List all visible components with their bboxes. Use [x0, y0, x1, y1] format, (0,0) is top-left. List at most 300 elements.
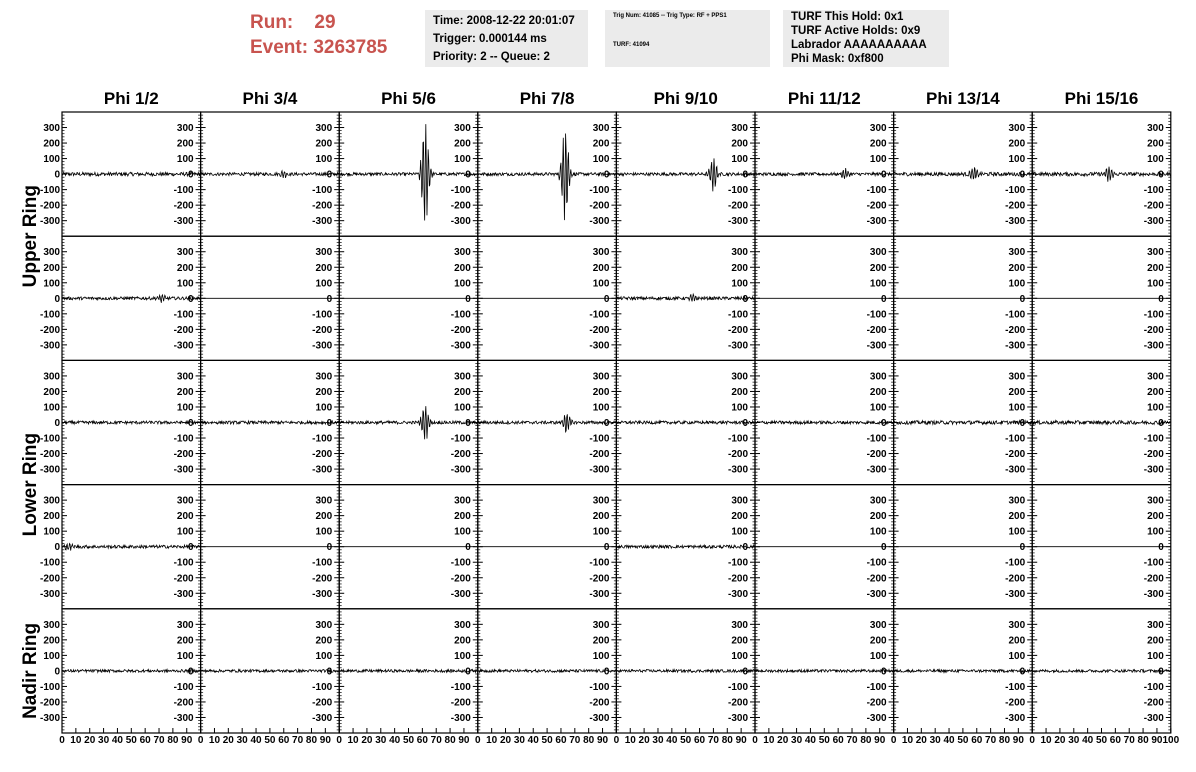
x-tick-label: 10	[486, 735, 498, 746]
y-tick-label: -200	[39, 449, 60, 461]
x-tick-label: 60	[278, 735, 290, 746]
y-tick-label: -100	[1005, 557, 1026, 569]
waveform-trace	[894, 167, 1033, 179]
x-tick-label: 20	[499, 735, 512, 746]
y-tick-label: 300	[592, 619, 610, 631]
y-tick-label: 200	[43, 138, 60, 150]
y-tick-label: 300	[592, 247, 610, 259]
x-tick-label: 60	[693, 735, 706, 746]
y-tick-label: -200	[727, 697, 748, 709]
y-tick-label: -300	[39, 588, 60, 600]
waveform-trace	[201, 171, 340, 178]
x-tick-label: 70	[985, 735, 997, 746]
run-value: 29	[314, 12, 336, 33]
y-tick-label: -200	[866, 324, 887, 336]
y-tick-label: -300	[1143, 464, 1164, 476]
x-tick-label: 70	[846, 735, 858, 746]
y-tick-label: 0	[188, 293, 194, 305]
y-tick-label: 100	[1147, 650, 1164, 662]
y-tick-label: -100	[173, 433, 194, 445]
y-tick-label: 100	[1147, 278, 1164, 290]
x-tick-label: 20	[84, 735, 96, 746]
y-tick-label: 200	[1147, 262, 1164, 274]
y-tick-label: 0	[881, 169, 887, 181]
y-tick-label: 100	[1008, 402, 1026, 414]
y-tick-label: 300	[1008, 371, 1026, 383]
y-tick-label: -100	[866, 557, 887, 569]
y-tick-label: 100	[315, 650, 333, 662]
waveform-trace	[894, 421, 1033, 425]
waveform-trace	[478, 414, 617, 432]
y-tick-label: 300	[176, 495, 194, 507]
y-tick-label: 0	[1019, 293, 1026, 305]
event-value: 3263785	[313, 37, 388, 58]
y-tick-label: 0	[1158, 666, 1164, 678]
y-tick-label: 0	[54, 169, 60, 181]
x-tick-label: 20	[638, 735, 650, 746]
y-tick-label: 100	[176, 278, 194, 290]
x-tick-label: 20	[222, 735, 234, 746]
x-tick-label: 10	[347, 735, 359, 746]
y-tick-label: -200	[727, 324, 748, 336]
y-tick-label: -100	[39, 433, 60, 445]
waveform-trace	[894, 670, 1033, 673]
y-tick-label: -100	[727, 681, 748, 693]
y-tick-label: 300	[731, 247, 748, 259]
x-tick-label: 50	[264, 735, 276, 746]
y-tick-label: 200	[869, 262, 887, 274]
x-tick-label: 10	[208, 735, 221, 746]
x-tick-label: 90	[319, 735, 331, 746]
y-tick-label: -100	[450, 309, 471, 321]
y-tick-label: 300	[1147, 619, 1164, 631]
y-tick-label: 0	[603, 418, 610, 429]
y-tick-label: 200	[176, 386, 194, 398]
x-tick-label: 0	[752, 735, 758, 746]
x-tick-label: 60	[416, 735, 428, 746]
y-tick-label: -200	[173, 697, 194, 709]
y-tick-label: 300	[1008, 123, 1026, 135]
y-tick-label: 200	[454, 262, 471, 274]
y-tick-label: -100	[866, 681, 887, 693]
y-tick-label: -300	[450, 712, 471, 724]
y-tick-label: 300	[592, 123, 610, 135]
y-tick-label: 0	[742, 169, 748, 181]
y-tick-label: -100	[589, 557, 610, 569]
y-tick-label: 100	[869, 650, 887, 662]
waveform-trace	[616, 294, 755, 301]
y-tick-label: -200	[173, 200, 194, 212]
column-title: Phi 7/8	[519, 89, 575, 108]
x-tick-label: 60	[971, 735, 983, 746]
y-tick-label: -300	[589, 216, 610, 228]
y-tick-label: -300	[312, 464, 333, 476]
x-tick-label: 50	[957, 735, 969, 746]
y-tick-label: -200	[589, 200, 610, 212]
y-tick-label: -100	[866, 185, 887, 197]
y-tick-label: -200	[589, 449, 610, 461]
y-tick-label: -300	[589, 588, 610, 600]
y-tick-label: 100	[43, 278, 60, 290]
y-tick-label: 300	[731, 371, 748, 383]
y-tick-label: -100	[1005, 433, 1026, 445]
y-tick-label: 200	[592, 511, 610, 523]
x-tick-label: 80	[721, 735, 733, 746]
y-tick-label: 300	[454, 371, 471, 383]
y-tick-label: 300	[731, 123, 748, 135]
x-tick-label: 40	[250, 735, 262, 746]
y-tick-label: 200	[315, 511, 333, 523]
y-tick-label: -100	[173, 309, 194, 321]
waveform-trace	[62, 421, 201, 424]
y-tick-label: 100	[315, 402, 333, 414]
x-tick-label: 70	[430, 735, 442, 746]
y-tick-label: 200	[869, 386, 887, 398]
column-title: Phi 9/10	[653, 89, 718, 108]
x-tick-label: 70	[569, 735, 581, 746]
y-tick-label: 200	[731, 262, 748, 274]
y-tick-label: 200	[454, 138, 471, 150]
y-tick-label: 200	[315, 635, 333, 647]
y-tick-label: -300	[727, 216, 748, 228]
y-tick-label: -300	[1143, 216, 1164, 228]
y-tick-label: 200	[731, 511, 748, 523]
y-tick-label: 200	[592, 262, 610, 274]
x-tick-label: 90	[874, 735, 886, 746]
y-tick-label: 0	[1019, 169, 1026, 181]
x-tick-label: 40	[666, 735, 678, 746]
trig-num-text: Trig Num: 41085 -- Trig Type: RF + PPS1	[613, 13, 727, 19]
x-tick-label: 70	[707, 735, 719, 746]
y-tick-label: 300	[43, 495, 60, 507]
y-tick-label: 100	[592, 650, 610, 662]
y-tick-label: -200	[39, 324, 60, 336]
y-tick-label: 0	[54, 666, 60, 678]
y-tick-label: -200	[866, 449, 887, 461]
y-tick-label: 200	[592, 138, 610, 150]
y-tick-label: 0	[1019, 542, 1026, 554]
y-tick-label: 100	[454, 526, 471, 538]
y-tick-label: -200	[39, 573, 60, 585]
y-tick-label: 0	[54, 293, 60, 305]
x-tick-label: 70	[153, 735, 165, 746]
y-tick-label: 300	[176, 247, 194, 259]
column-title: Phi 1/2	[103, 89, 159, 108]
y-tick-label: -100	[450, 681, 471, 693]
x-tick-label: 20	[777, 735, 789, 746]
x-tick-label: 40	[527, 735, 539, 746]
y-tick-label: -300	[173, 464, 194, 476]
y-tick-label: -100	[173, 557, 194, 569]
x-tick-label: 10	[1040, 735, 1052, 746]
y-tick-label: 200	[43, 635, 60, 647]
y-tick-label: 200	[731, 138, 748, 150]
x-tick-label: 60	[1109, 735, 1121, 746]
x-tick-label: 80	[998, 735, 1011, 746]
y-tick-label: 300	[1147, 371, 1164, 383]
x-tick-label: 0	[890, 735, 897, 746]
y-tick-label: 300	[43, 619, 60, 631]
y-tick-label: 100	[43, 526, 60, 538]
waveform-trace	[755, 670, 894, 673]
y-tick-label: -300	[450, 588, 471, 600]
y-tick-label: 0	[1019, 418, 1026, 429]
y-tick-label: -200	[727, 449, 748, 461]
y-tick-label: 300	[731, 619, 748, 631]
x-tick-label: 0	[197, 735, 204, 746]
y-tick-label: 100	[176, 154, 194, 166]
x-tick-label: 80	[167, 735, 179, 746]
y-tick-label: 200	[1008, 262, 1026, 274]
y-tick-label: -300	[589, 712, 610, 724]
x-tick-label: 70	[1123, 735, 1135, 746]
column-title: Phi 5/6	[381, 89, 436, 108]
y-tick-label: 200	[454, 635, 471, 647]
y-tick-label: -100	[450, 557, 471, 569]
x-tick-label: 60	[555, 735, 567, 746]
x-tick-label: 90	[1012, 735, 1024, 746]
y-tick-label: -100	[727, 557, 748, 569]
y-tick-label: 200	[731, 635, 748, 647]
y-tick-label: 0	[1158, 418, 1164, 429]
x-tick-label: 30	[375, 735, 387, 746]
y-tick-label: 300	[869, 123, 887, 135]
waveform-trace	[755, 421, 894, 424]
waveform-trace	[478, 670, 617, 673]
y-tick-label: -200	[450, 573, 471, 585]
y-tick-label: -300	[450, 464, 471, 476]
turf-hold-text: TURF This Hold: 0x1	[791, 11, 904, 23]
y-tick-label: 0	[742, 666, 748, 678]
y-tick-label: 200	[1147, 635, 1164, 647]
y-tick-label: -100	[589, 185, 610, 197]
column-title: Phi 3/4	[242, 89, 298, 108]
y-tick-label: 0	[326, 293, 333, 305]
y-tick-label: 100	[43, 154, 60, 166]
y-tick-label: -100	[1005, 681, 1026, 693]
y-tick-label: -200	[173, 324, 194, 336]
y-tick-label: 100	[731, 526, 748, 538]
y-tick-label: -300	[727, 464, 748, 476]
y-tick-label: -200	[1143, 573, 1164, 585]
y-tick-label: 0	[326, 542, 333, 554]
y-tick-label: -200	[727, 573, 748, 585]
y-tick-label: -100	[39, 185, 60, 197]
run-label: Run:	[250, 12, 294, 33]
y-tick-label: -100	[1143, 433, 1164, 445]
y-tick-label: 200	[43, 511, 60, 523]
x-tick-label: 30	[652, 735, 664, 746]
y-tick-label: 200	[43, 262, 60, 274]
waveform-trace	[616, 421, 755, 424]
y-tick-label: 200	[454, 386, 471, 398]
y-tick-label: -200	[866, 573, 887, 585]
y-tick-label: -300	[312, 216, 333, 228]
y-tick-label: -100	[173, 681, 194, 693]
x-tick-label: 50	[541, 735, 553, 746]
y-tick-label: 200	[176, 262, 194, 274]
y-tick-label: -300	[1005, 712, 1026, 724]
y-tick-label: 0	[465, 293, 471, 305]
y-tick-label: 300	[43, 123, 60, 135]
y-tick-label: -300	[39, 464, 60, 476]
y-tick-label: 300	[454, 247, 471, 259]
y-tick-label: 0	[881, 542, 887, 554]
y-tick-label: 100	[869, 154, 887, 166]
y-tick-label: 0	[188, 666, 194, 678]
y-tick-label: 100	[43, 402, 60, 414]
y-tick-label: 0	[326, 418, 333, 429]
ring-label: Lower Ring	[20, 432, 41, 537]
x-tick-label: 30	[513, 735, 525, 746]
x-tick-label: 50	[125, 735, 137, 746]
x-tick-label: 10	[70, 735, 82, 746]
y-tick-label: 100	[176, 402, 194, 414]
y-tick-label: 100	[731, 278, 748, 290]
y-tick-label: -300	[173, 216, 194, 228]
y-tick-label: -100	[450, 185, 471, 197]
y-tick-label: 300	[869, 495, 887, 507]
y-tick-label: 0	[465, 418, 471, 429]
y-tick-label: -300	[173, 712, 194, 724]
y-tick-label: 300	[176, 619, 194, 631]
ring-label: Nadir Ring	[20, 622, 41, 719]
x-tick-label: 30	[929, 735, 941, 746]
y-tick-label: 0	[1019, 666, 1026, 678]
x-tick-label: 50	[680, 735, 692, 746]
y-tick-label: 200	[176, 635, 194, 647]
y-tick-label: -300	[39, 712, 60, 724]
y-tick-label: -300	[866, 712, 887, 724]
x-tick-label: 0	[613, 735, 620, 746]
y-tick-label: 0	[1158, 293, 1164, 305]
waveform-trace	[1032, 421, 1171, 425]
column-title: Phi 11/12	[787, 89, 861, 108]
y-tick-label: 300	[176, 371, 194, 383]
waveform-trace	[755, 168, 894, 179]
y-tick-label: -300	[866, 340, 887, 352]
x-tick-label: 50	[1095, 735, 1108, 746]
y-tick-label: -100	[312, 557, 333, 569]
y-tick-label: 0	[188, 542, 194, 554]
y-tick-label: 300	[315, 619, 333, 631]
y-tick-label: -200	[1005, 324, 1026, 336]
x-tick-label: 0	[59, 735, 65, 746]
x-tick-label: 20	[361, 735, 373, 746]
y-tick-label: -100	[589, 433, 610, 445]
y-tick-label: 300	[454, 495, 471, 507]
labrador-text: Labrador AAAAAAAAAA	[791, 39, 927, 51]
x-tick-label: 40	[943, 735, 955, 746]
y-tick-label: -200	[1143, 200, 1164, 212]
y-tick-label: -300	[1143, 712, 1164, 724]
y-tick-label: -200	[312, 200, 333, 212]
y-tick-label: -200	[1005, 573, 1026, 585]
y-tick-label: 0	[742, 418, 748, 429]
y-tick-label: 200	[1008, 511, 1026, 523]
waveform-trace	[616, 545, 755, 548]
y-tick-label: 0	[742, 293, 748, 305]
y-tick-label: -100	[727, 433, 748, 445]
y-tick-label: -200	[450, 449, 471, 461]
y-tick-label: 100	[1008, 154, 1026, 166]
waveform-trace	[201, 670, 340, 673]
y-tick-label: 100	[731, 402, 748, 414]
x-tick-label: 80	[444, 735, 456, 746]
y-tick-label: 0	[188, 169, 194, 181]
y-tick-label: 100	[869, 526, 887, 538]
y-tick-label: -200	[450, 697, 471, 709]
y-tick-label: 0	[465, 169, 471, 181]
y-tick-label: 100	[592, 402, 610, 414]
y-tick-label: 300	[43, 247, 60, 259]
y-tick-label: -100	[866, 309, 887, 321]
y-tick-label: 100	[454, 154, 471, 166]
y-tick-label: -300	[312, 340, 333, 352]
y-tick-label: -300	[1005, 588, 1026, 600]
y-tick-label: 300	[315, 123, 333, 135]
y-tick-label: 0	[742, 542, 748, 554]
x-tick-label: 80	[860, 735, 872, 746]
y-tick-label: 100	[592, 278, 610, 290]
x-tick-label: 10	[624, 735, 636, 746]
y-tick-label: -200	[39, 200, 60, 212]
y-tick-label: 200	[1147, 138, 1164, 150]
x-tick-label: 10	[901, 735, 914, 746]
x-tick-label: 50	[818, 735, 830, 746]
y-tick-label: -300	[450, 216, 471, 228]
y-tick-label: 0	[465, 542, 471, 554]
y-tick-label: -200	[173, 573, 194, 585]
y-tick-label: 200	[454, 511, 471, 523]
y-tick-label: 100	[454, 402, 471, 414]
y-tick-label: -200	[589, 573, 610, 585]
y-tick-label: 0	[603, 169, 610, 181]
y-tick-label: 300	[869, 619, 887, 631]
y-tick-label: 100	[869, 402, 887, 414]
y-tick-label: 100	[1008, 278, 1026, 290]
y-tick-label: 300	[454, 619, 471, 631]
y-tick-label: 300	[315, 495, 333, 507]
y-tick-label: 200	[1147, 511, 1164, 523]
y-tick-label: -100	[866, 433, 887, 445]
y-tick-label: 200	[592, 635, 610, 647]
y-tick-label: 0	[881, 666, 887, 678]
y-tick-label: -100	[1005, 309, 1026, 321]
y-tick-label: 0	[603, 542, 610, 554]
y-tick-label: -300	[173, 340, 194, 352]
trigger-text: Trigger: 0.000144 ms	[433, 33, 547, 45]
y-tick-label: 200	[43, 386, 60, 398]
y-tick-label: -300	[39, 216, 60, 228]
y-tick-label: -100	[727, 185, 748, 197]
y-tick-label: 100	[1147, 526, 1164, 538]
x-tick-label: 90	[735, 735, 747, 746]
y-tick-label: 200	[1147, 386, 1164, 398]
y-tick-label: -200	[39, 697, 60, 709]
x-tick-label: 40	[1082, 735, 1094, 746]
y-tick-label: -100	[312, 309, 333, 321]
x-tick-label: 60	[832, 735, 844, 746]
x-tick-label: 40	[804, 735, 817, 746]
y-tick-label: -100	[173, 185, 194, 197]
y-tick-label: 300	[1147, 247, 1164, 259]
y-tick-label: -100	[589, 309, 610, 321]
y-tick-label: 0	[326, 666, 333, 678]
y-tick-label: -100	[1143, 681, 1164, 693]
x-tick-label: 50	[402, 735, 415, 746]
y-tick-label: -100	[1143, 185, 1164, 197]
